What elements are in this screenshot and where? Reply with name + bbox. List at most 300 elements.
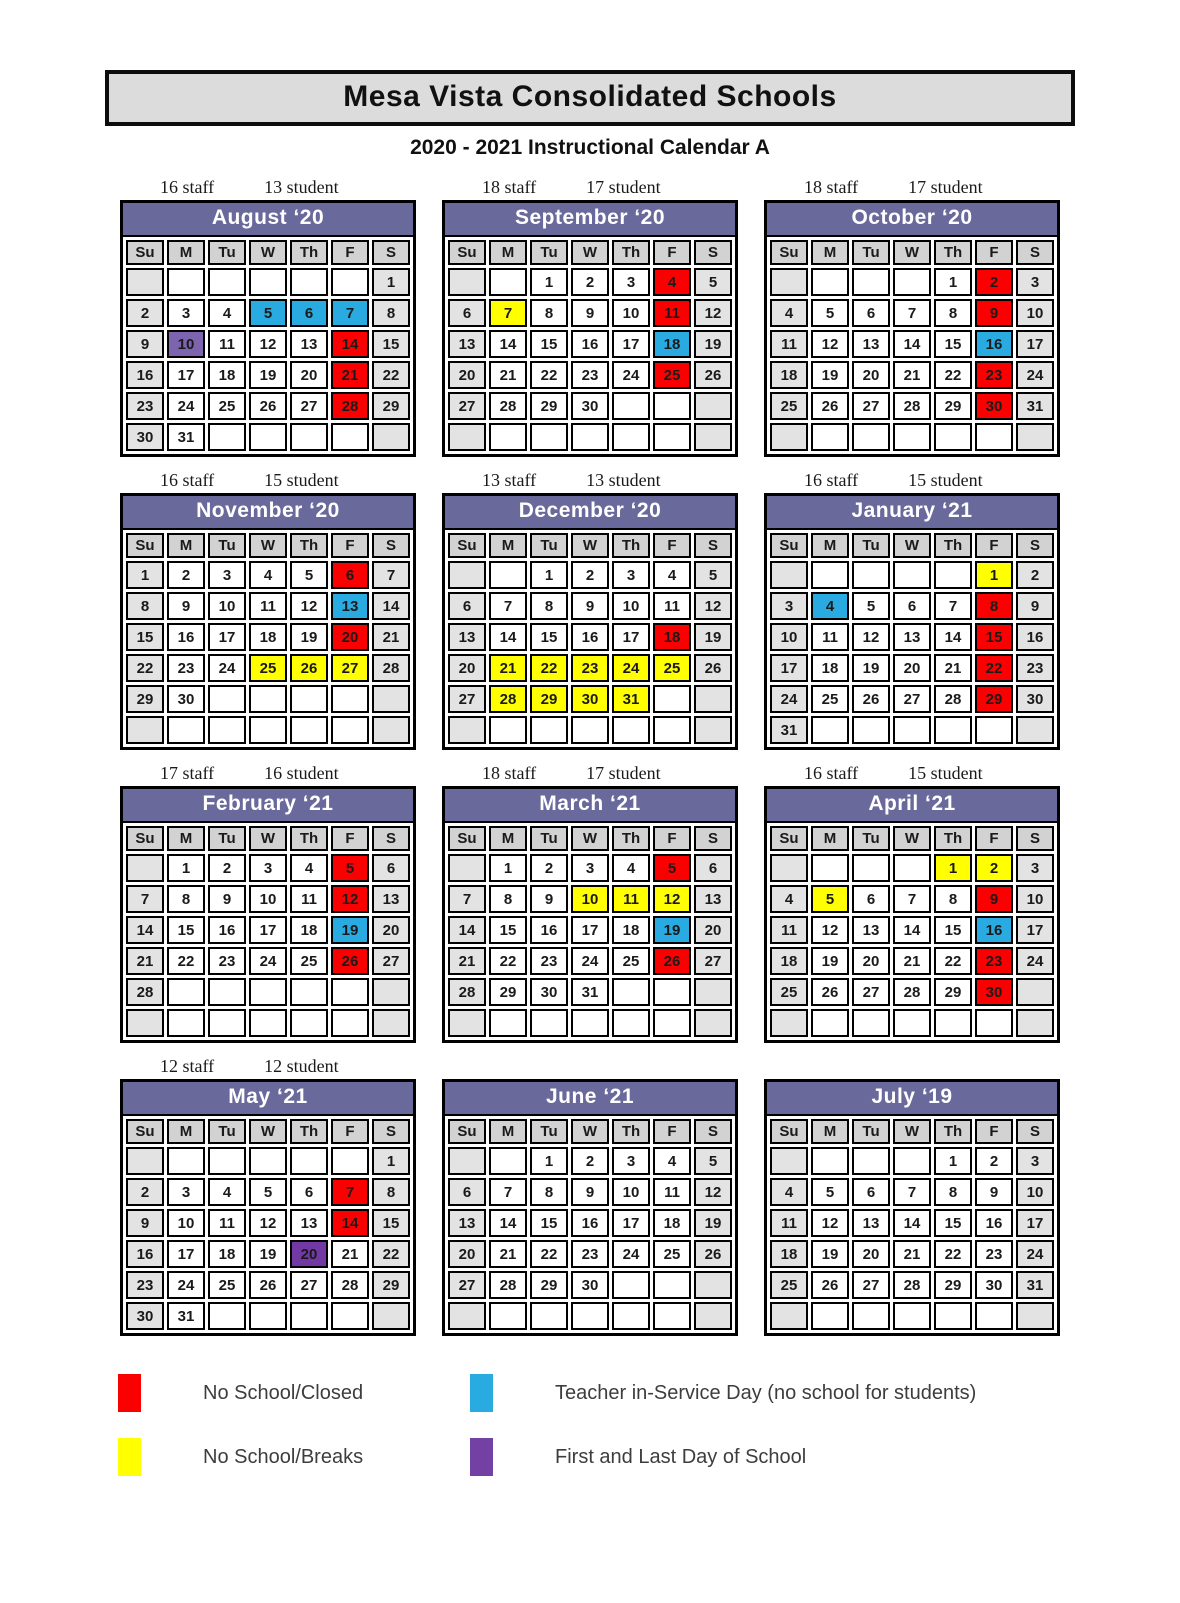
day-cell-2: 2: [208, 854, 246, 882]
day-cell-4: 4: [653, 268, 691, 296]
day-header-w: W: [249, 533, 287, 558]
day-cell-16: 16: [126, 1240, 164, 1268]
day-cell-16: 16: [975, 1209, 1013, 1237]
day-header-row: [770, 533, 1054, 558]
day-cell-empty: [612, 1009, 650, 1037]
week-row: [448, 561, 732, 589]
student-count: 13 student: [264, 177, 339, 197]
day-cell-empty: [489, 1302, 527, 1330]
week-row: [126, 561, 410, 589]
week-row: [126, 916, 410, 944]
day-cell-2: 2: [975, 854, 1013, 882]
day-header-row: [770, 240, 1054, 265]
day-cell-3: 3: [612, 561, 650, 589]
day-cell-25: 25: [653, 1240, 691, 1268]
day-cell-6: 6: [290, 299, 328, 327]
day-cell-7: 7: [126, 885, 164, 913]
day-cell-empty: [893, 1009, 931, 1037]
day-cell-empty: [448, 268, 486, 296]
day-cell-9: 9: [167, 592, 205, 620]
week-row: [770, 1271, 1054, 1299]
day-cell-11: 11: [770, 916, 808, 944]
day-cell-7: 7: [489, 1178, 527, 1206]
month-table: [445, 530, 735, 747]
day-cell-3: 3: [612, 1147, 650, 1175]
month-title: January ‘21: [767, 496, 1057, 530]
day-cell-empty: [489, 561, 527, 589]
day-cell-26: 26: [249, 1271, 287, 1299]
day-cell-empty: [811, 854, 849, 882]
day-cell-14: 14: [893, 1209, 931, 1237]
day-cell-empty: [208, 1009, 246, 1037]
staff-count: 18 staff: [482, 763, 537, 783]
day-cell-22: 22: [530, 1240, 568, 1268]
day-cell-6: 6: [448, 592, 486, 620]
staff-count: 18 staff: [482, 177, 537, 197]
week-row: [770, 392, 1054, 420]
day-cell-28: 28: [893, 392, 931, 420]
month-stats: [442, 174, 738, 198]
day-cell-22: 22: [934, 361, 972, 389]
day-cell-3: 3: [208, 561, 246, 589]
day-cell-empty: [372, 685, 410, 713]
day-cell-10: 10: [1016, 1178, 1054, 1206]
day-cell-17: 17: [612, 330, 650, 358]
student-count: 17 student: [586, 763, 661, 783]
day-cell-27: 27: [372, 947, 410, 975]
legend-item: [470, 1374, 1070, 1412]
day-cell-30: 30: [571, 392, 609, 420]
day-cell-25: 25: [770, 392, 808, 420]
day-cell-8: 8: [530, 592, 568, 620]
day-cell-9: 9: [530, 885, 568, 913]
week-row: [448, 978, 732, 1006]
week-row: [126, 1147, 410, 1175]
day-header-f: F: [975, 240, 1013, 265]
month-calendar: [764, 493, 1060, 750]
day-cell-empty: [612, 1271, 650, 1299]
week-row: [770, 1302, 1054, 1330]
day-header-s: S: [1016, 826, 1054, 851]
month-table: [767, 237, 1057, 454]
month-december: [442, 467, 738, 750]
day-header-su: Su: [770, 533, 808, 558]
week-row: [448, 361, 732, 389]
staff-count: 12 staff: [160, 1056, 215, 1076]
day-cell-3: 3: [612, 268, 650, 296]
day-cell-1: 1: [126, 561, 164, 589]
day-header-su: Su: [126, 1119, 164, 1144]
week-row: [448, 330, 732, 358]
day-cell-6: 6: [852, 885, 890, 913]
month-calendar: [442, 786, 738, 1043]
day-cell-5: 5: [653, 854, 691, 882]
day-cell-14: 14: [331, 330, 369, 358]
day-cell-5: 5: [249, 299, 287, 327]
day-cell-1: 1: [167, 854, 205, 882]
month-june: [442, 1053, 738, 1336]
day-cell-12: 12: [811, 1209, 849, 1237]
day-cell-31: 31: [167, 1302, 205, 1330]
day-cell-17: 17: [612, 623, 650, 651]
month-january: [764, 467, 1060, 750]
day-cell-empty: [934, 716, 972, 744]
day-cell-empty: [1016, 978, 1054, 1006]
day-cell-empty: [612, 392, 650, 420]
day-cell-28: 28: [489, 392, 527, 420]
week-row: [770, 299, 1054, 327]
day-header-m: M: [811, 533, 849, 558]
day-cell-29: 29: [975, 685, 1013, 713]
day-cell-7: 7: [448, 885, 486, 913]
student-count: 15 student: [264, 470, 339, 490]
day-header-w: W: [249, 1119, 287, 1144]
day-cell-28: 28: [893, 978, 931, 1006]
day-header-th: Th: [290, 1119, 328, 1144]
day-cell-empty: [694, 423, 732, 451]
legend-label: First and Last Day of School: [555, 1445, 807, 1468]
day-cell-15: 15: [126, 623, 164, 651]
day-cell-17: 17: [1016, 330, 1054, 358]
day-cell-empty: [852, 716, 890, 744]
day-cell-14: 14: [489, 330, 527, 358]
day-header-m: M: [489, 826, 527, 851]
day-cell-empty: [694, 716, 732, 744]
day-cell-27: 27: [694, 947, 732, 975]
month-title: October ‘20: [767, 203, 1057, 237]
day-cell-23: 23: [975, 361, 1013, 389]
day-cell-1: 1: [530, 1147, 568, 1175]
day-cell-10: 10: [612, 299, 650, 327]
day-cell-15: 15: [975, 623, 1013, 651]
legend-item: [118, 1374, 470, 1412]
day-cell-3: 3: [770, 592, 808, 620]
month-stats: [442, 467, 738, 491]
day-cell-1: 1: [530, 561, 568, 589]
day-cell-24: 24: [208, 654, 246, 682]
day-cell-9: 9: [126, 330, 164, 358]
day-header-s: S: [694, 240, 732, 265]
day-header-su: Su: [448, 826, 486, 851]
day-cell-empty: [893, 561, 931, 589]
day-cell-empty: [290, 1009, 328, 1037]
day-cell-empty: [770, 268, 808, 296]
day-cell-empty: [893, 268, 931, 296]
day-cell-empty: [694, 1009, 732, 1037]
day-cell-27: 27: [448, 1271, 486, 1299]
day-cell-empty: [290, 685, 328, 713]
day-cell-22: 22: [530, 361, 568, 389]
day-cell-empty: [290, 978, 328, 1006]
day-cell-19: 19: [811, 361, 849, 389]
day-cell-24: 24: [612, 361, 650, 389]
day-cell-empty: [489, 423, 527, 451]
day-cell-empty: [448, 1009, 486, 1037]
day-cell-18: 18: [653, 1209, 691, 1237]
day-cell-empty: [126, 854, 164, 882]
week-row: [770, 654, 1054, 682]
day-header-w: W: [893, 240, 931, 265]
month-stats: [120, 1053, 416, 1077]
legend-swatch: [470, 1438, 493, 1476]
day-cell-empty: [852, 561, 890, 589]
week-row: [448, 1147, 732, 1175]
day-cell-15: 15: [372, 330, 410, 358]
day-cell-22: 22: [934, 1240, 972, 1268]
day-cell-29: 29: [934, 1271, 972, 1299]
day-cell-4: 4: [208, 1178, 246, 1206]
staff-count: 13 staff: [482, 470, 537, 490]
month-table: [767, 823, 1057, 1040]
day-cell-23: 23: [167, 654, 205, 682]
day-cell-24: 24: [612, 1240, 650, 1268]
week-row: [770, 361, 1054, 389]
day-cell-7: 7: [331, 1178, 369, 1206]
day-cell-19: 19: [852, 654, 890, 682]
day-cell-empty: [893, 1302, 931, 1330]
day-cell-5: 5: [290, 561, 328, 589]
day-header-su: Su: [770, 240, 808, 265]
day-cell-25: 25: [208, 392, 246, 420]
week-row: [770, 1240, 1054, 1268]
day-header-w: W: [893, 826, 931, 851]
day-cell-12: 12: [331, 885, 369, 913]
day-cell-25: 25: [653, 361, 691, 389]
day-header-th: Th: [290, 240, 328, 265]
day-cell-empty: [448, 1147, 486, 1175]
day-cell-empty: [934, 423, 972, 451]
day-cell-28: 28: [126, 978, 164, 1006]
week-row: [448, 1178, 732, 1206]
day-cell-empty: [126, 268, 164, 296]
day-header-th: Th: [612, 240, 650, 265]
month-table: [445, 1116, 735, 1333]
day-header-m: M: [811, 1119, 849, 1144]
day-cell-19: 19: [290, 623, 328, 651]
week-row: [126, 1271, 410, 1299]
day-cell-18: 18: [770, 361, 808, 389]
month-title: April ‘21: [767, 789, 1057, 823]
day-cell-27: 27: [331, 654, 369, 682]
day-cell-25: 25: [612, 947, 650, 975]
week-row: [448, 947, 732, 975]
week-row: [126, 299, 410, 327]
day-cell-5: 5: [694, 268, 732, 296]
day-cell-15: 15: [934, 330, 972, 358]
month-may: [120, 1053, 416, 1336]
day-cell-empty: [811, 716, 849, 744]
student-count: 17 student: [908, 177, 983, 197]
day-cell-13: 13: [290, 330, 328, 358]
day-cell-empty: [167, 978, 205, 1006]
day-cell-29: 29: [126, 685, 164, 713]
day-header-row: [770, 1119, 1054, 1144]
day-cell-7: 7: [893, 885, 931, 913]
week-row: [448, 299, 732, 327]
day-cell-19: 19: [694, 330, 732, 358]
day-cell-empty: [167, 716, 205, 744]
day-cell-13: 13: [852, 916, 890, 944]
day-cell-18: 18: [290, 916, 328, 944]
day-cell-12: 12: [249, 1209, 287, 1237]
day-cell-8: 8: [530, 1178, 568, 1206]
month-march: [442, 760, 738, 1043]
day-cell-28: 28: [934, 685, 972, 713]
day-header-su: Su: [126, 240, 164, 265]
day-cell-30: 30: [167, 685, 205, 713]
month-table: [767, 1116, 1057, 1333]
month-stats: [764, 1053, 1060, 1077]
month-stats: [764, 467, 1060, 491]
day-cell-empty: [770, 1009, 808, 1037]
day-cell-8: 8: [372, 1178, 410, 1206]
day-cell-30: 30: [530, 978, 568, 1006]
day-cell-24: 24: [167, 392, 205, 420]
day-cell-17: 17: [1016, 916, 1054, 944]
week-row: [448, 423, 732, 451]
week-row: [770, 716, 1054, 744]
week-row: [770, 423, 1054, 451]
day-header-tu: Tu: [852, 826, 890, 851]
day-cell-16: 16: [530, 916, 568, 944]
student-count: 12 student: [264, 1056, 339, 1076]
day-cell-9: 9: [1016, 592, 1054, 620]
day-cell-26: 26: [653, 947, 691, 975]
day-cell-30: 30: [975, 1271, 1013, 1299]
student-count: 13 student: [586, 470, 661, 490]
day-cell-28: 28: [331, 392, 369, 420]
day-cell-28: 28: [489, 685, 527, 713]
month-july: [764, 1053, 1060, 1336]
day-header-f: F: [331, 240, 369, 265]
day-cell-empty: [167, 1009, 205, 1037]
day-header-f: F: [975, 826, 1013, 851]
staff-count: 18 staff: [804, 177, 859, 197]
week-row: [126, 885, 410, 913]
day-cell-empty: [1016, 716, 1054, 744]
day-cell-empty: [1016, 1009, 1054, 1037]
day-cell-15: 15: [489, 916, 527, 944]
day-cell-4: 4: [653, 561, 691, 589]
week-row: [126, 423, 410, 451]
day-cell-5: 5: [694, 1147, 732, 1175]
day-cell-20: 20: [852, 947, 890, 975]
week-row: [770, 623, 1054, 651]
day-cell-19: 19: [694, 1209, 732, 1237]
month-table: [445, 823, 735, 1040]
day-cell-3: 3: [249, 854, 287, 882]
day-cell-empty: [653, 1302, 691, 1330]
day-cell-empty: [448, 854, 486, 882]
school-name: Mesa Vista Consolidated Schools: [343, 80, 837, 113]
day-cell-26: 26: [290, 654, 328, 682]
day-cell-19: 19: [653, 916, 691, 944]
day-cell-28: 28: [489, 1271, 527, 1299]
day-cell-29: 29: [530, 1271, 568, 1299]
day-cell-24: 24: [249, 947, 287, 975]
day-cell-6: 6: [694, 854, 732, 882]
month-title: July ‘19: [767, 1082, 1057, 1116]
day-cell-26: 26: [331, 947, 369, 975]
day-cell-21: 21: [893, 1240, 931, 1268]
day-cell-29: 29: [372, 392, 410, 420]
week-row: [126, 1209, 410, 1237]
day-cell-8: 8: [372, 299, 410, 327]
day-cell-22: 22: [167, 947, 205, 975]
day-cell-3: 3: [167, 299, 205, 327]
week-row: [770, 916, 1054, 944]
month-title: May ‘21: [123, 1082, 413, 1116]
day-cell-26: 26: [694, 654, 732, 682]
day-cell-13: 13: [852, 1209, 890, 1237]
day-header-w: W: [571, 1119, 609, 1144]
day-cell-20: 20: [372, 916, 410, 944]
day-cell-12: 12: [811, 330, 849, 358]
day-header-s: S: [372, 826, 410, 851]
day-cell-13: 13: [331, 592, 369, 620]
week-row: [448, 916, 732, 944]
day-cell-empty: [934, 561, 972, 589]
day-cell-13: 13: [852, 330, 890, 358]
day-cell-empty: [290, 423, 328, 451]
day-header-tu: Tu: [530, 1119, 568, 1144]
day-cell-empty: [893, 716, 931, 744]
day-cell-11: 11: [653, 592, 691, 620]
day-cell-5: 5: [694, 561, 732, 589]
day-cell-5: 5: [811, 299, 849, 327]
day-cell-empty: [208, 423, 246, 451]
day-header-tu: Tu: [208, 533, 246, 558]
day-cell-10: 10: [249, 885, 287, 913]
day-cell-3: 3: [1016, 854, 1054, 882]
day-cell-empty: [208, 716, 246, 744]
day-header-f: F: [975, 1119, 1013, 1144]
day-header-s: S: [1016, 1119, 1054, 1144]
day-cell-7: 7: [893, 299, 931, 327]
day-cell-29: 29: [530, 685, 568, 713]
day-cell-18: 18: [770, 1240, 808, 1268]
day-cell-20: 20: [852, 1240, 890, 1268]
day-cell-14: 14: [489, 1209, 527, 1237]
week-row: [448, 654, 732, 682]
day-cell-empty: [852, 1147, 890, 1175]
day-cell-2: 2: [167, 561, 205, 589]
day-cell-empty: [893, 423, 931, 451]
week-row: [770, 947, 1054, 975]
day-cell-23: 23: [571, 361, 609, 389]
day-cell-20: 20: [448, 361, 486, 389]
day-cell-empty: [612, 423, 650, 451]
week-row: [126, 1302, 410, 1330]
day-cell-16: 16: [126, 361, 164, 389]
day-cell-8: 8: [975, 592, 1013, 620]
day-header-row: [770, 826, 1054, 851]
day-cell-18: 18: [811, 654, 849, 682]
week-row: [770, 1147, 1054, 1175]
day-cell-30: 30: [975, 978, 1013, 1006]
day-cell-18: 18: [653, 623, 691, 651]
day-cell-20: 20: [893, 654, 931, 682]
day-header-row: [448, 533, 732, 558]
day-cell-13: 13: [372, 885, 410, 913]
day-cell-23: 23: [975, 947, 1013, 975]
day-header-su: Su: [770, 1119, 808, 1144]
day-cell-18: 18: [208, 1240, 246, 1268]
day-cell-11: 11: [208, 1209, 246, 1237]
day-cell-empty: [770, 423, 808, 451]
day-cell-empty: [208, 685, 246, 713]
day-header-s: S: [372, 533, 410, 558]
